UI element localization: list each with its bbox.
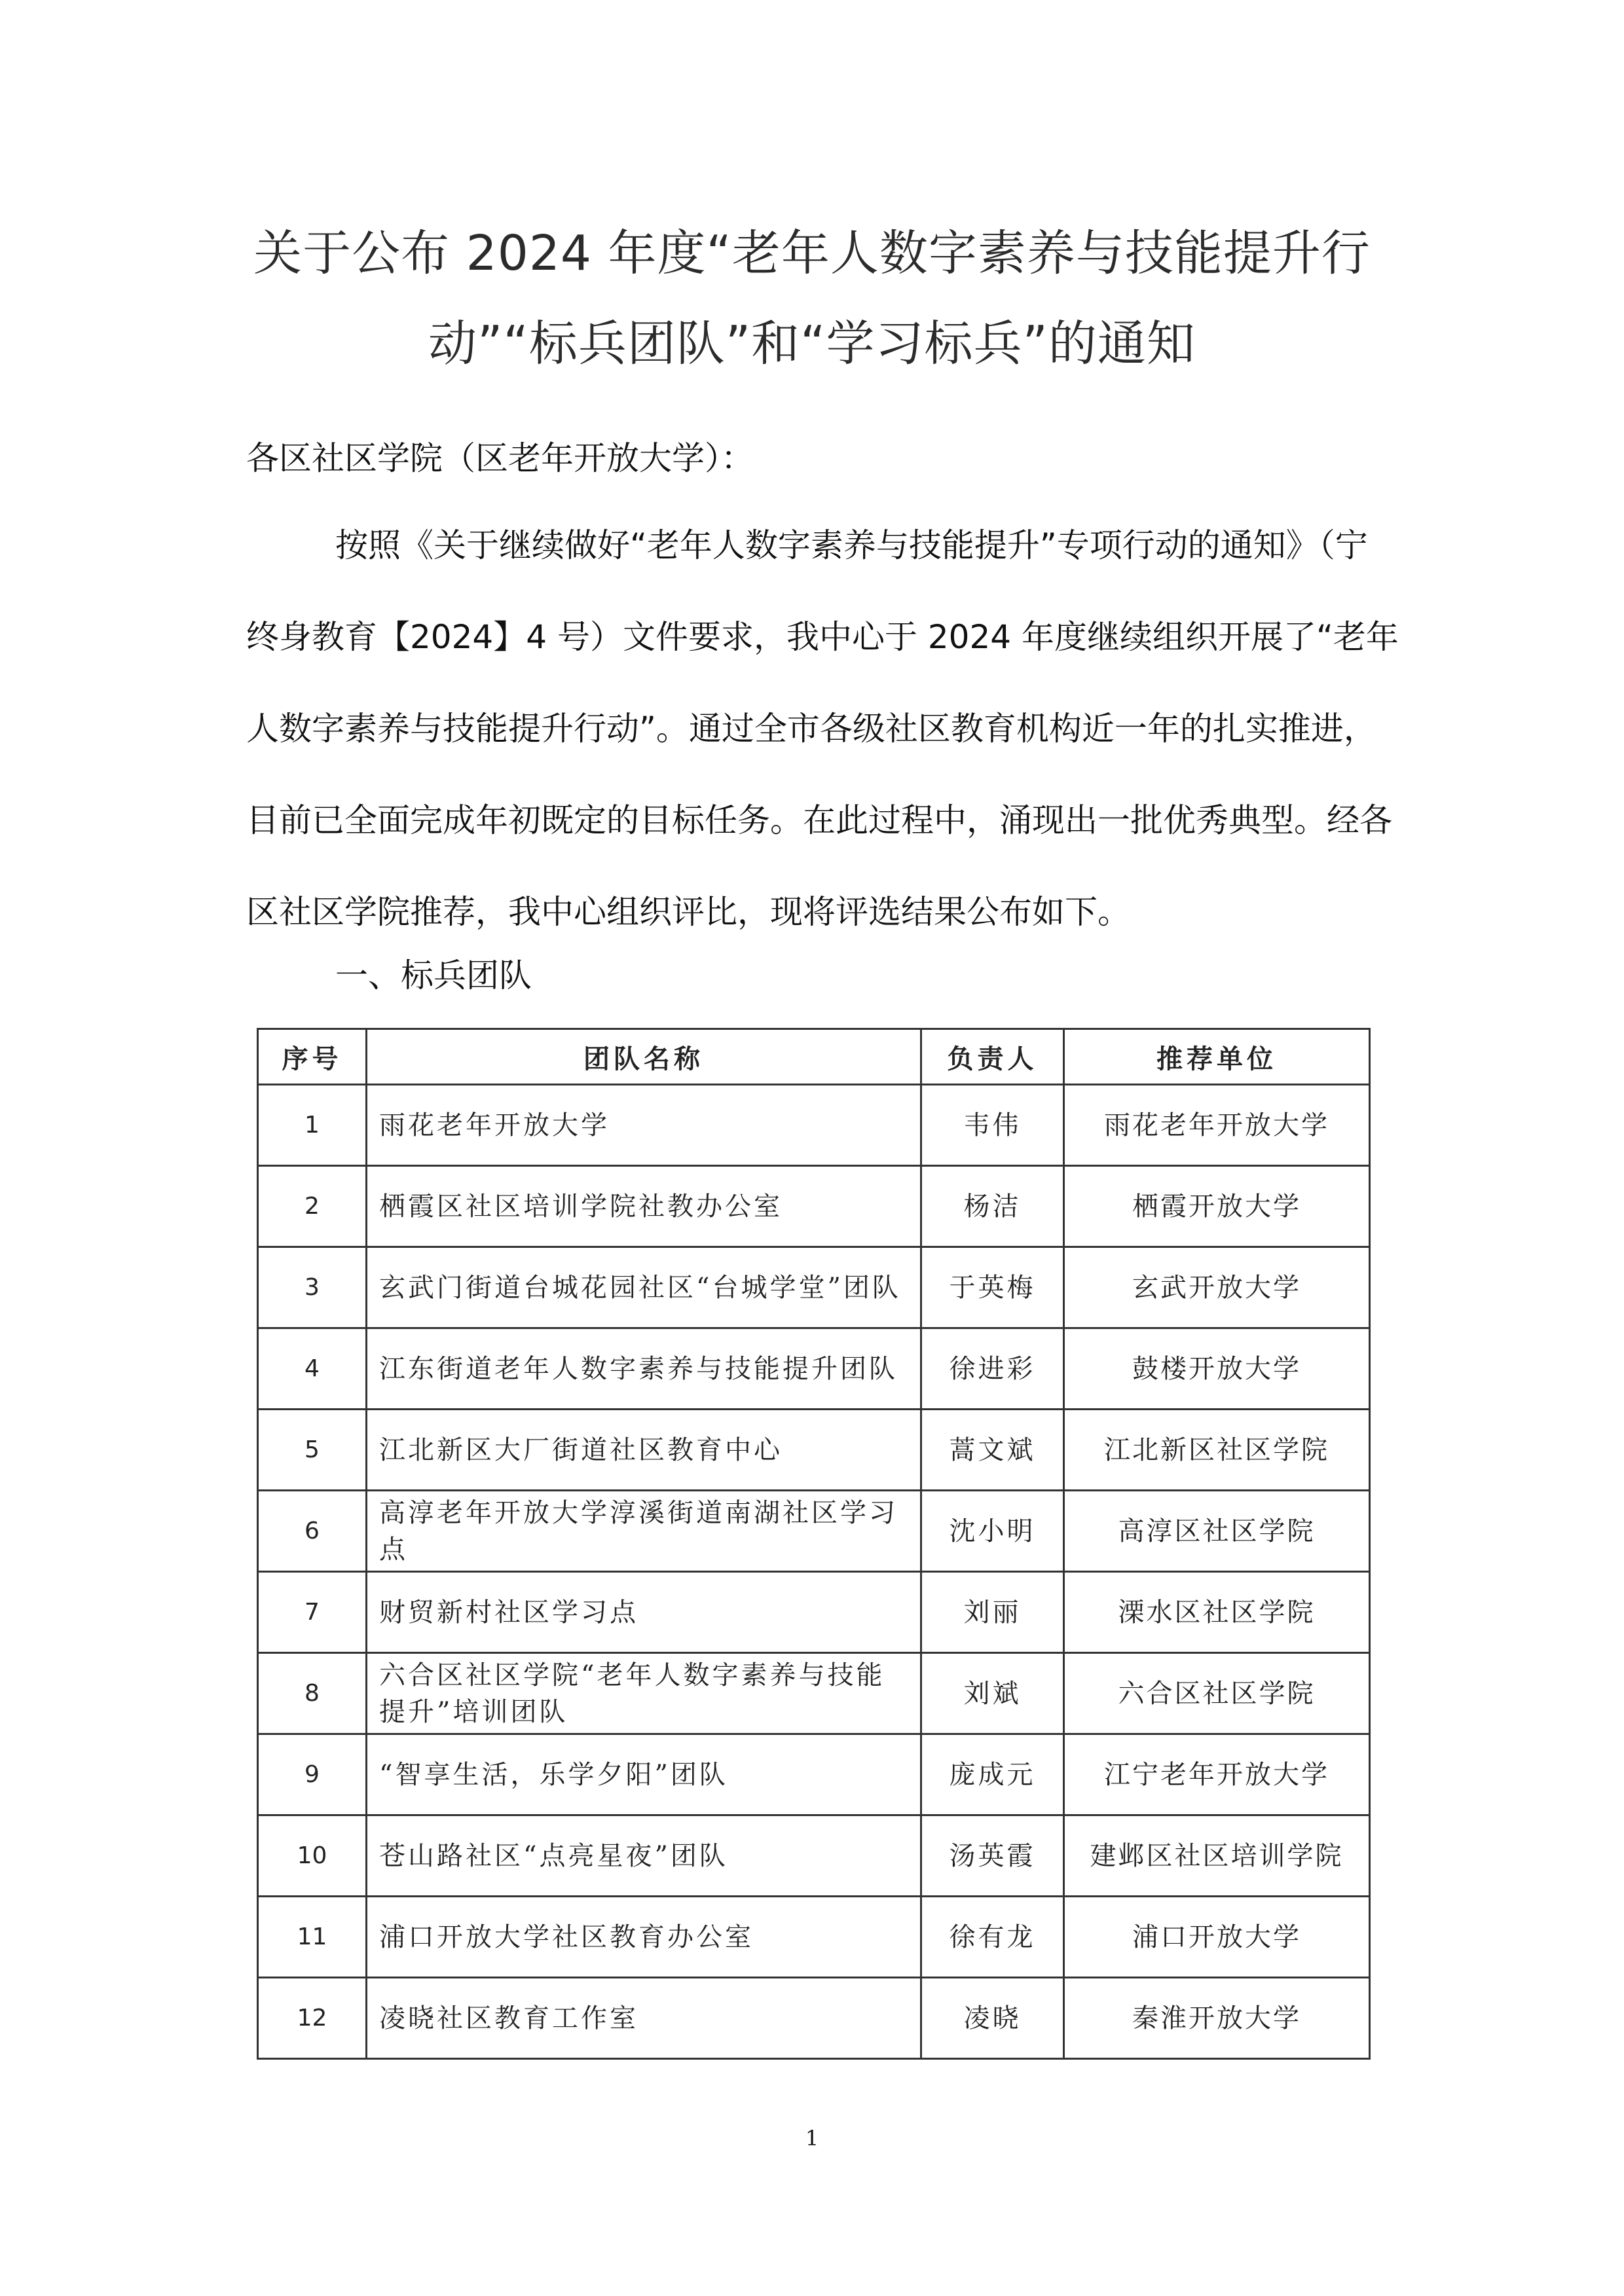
header-unit: 推荐单位 <box>1064 1029 1370 1085</box>
cell-team-name: 凌晓社区教育工作室 <box>367 1978 921 2059</box>
paragraph-line: 区社区学院推荐，我中心组织评比，现将评选结果公布如下。 <box>246 893 1130 931</box>
salutation: 各区社区学院（区老年开放大学）： <box>246 439 754 477</box>
cell-leader: 于英梅 <box>921 1247 1064 1328</box>
cell-no: 2 <box>258 1166 367 1247</box>
cell-leader: 徐进彩 <box>921 1328 1064 1410</box>
table-row <box>258 1897 1370 1978</box>
cell-leader: 徐有龙 <box>921 1897 1064 1978</box>
section-heading: 一、标兵团队 <box>335 957 532 994</box>
title-line-2: 动”“标兵团队”和“学习标兵”的通知 <box>428 316 1196 372</box>
cell-leader: 凌晓 <box>921 1978 1064 2059</box>
teams-table <box>257 1028 1371 2060</box>
table-row <box>258 1978 1370 2059</box>
cell-no: 8 <box>258 1653 367 1734</box>
header-leader: 负责人 <box>921 1029 1064 1085</box>
cell-leader: 刘斌 <box>921 1653 1064 1734</box>
table-row <box>258 1247 1370 1328</box>
cell-leader: 汤英霞 <box>921 1815 1064 1897</box>
cell-team-name: 高淳老年开放大学淳溪街道南湖社区学习点 <box>367 1491 921 1572</box>
cell-no: 12 <box>258 1978 367 2059</box>
table-row <box>258 1653 1370 1734</box>
paragraph-line: 人数字素养与技能提升行动”。通过全市各级社区教育机构近一年的扎实推进， <box>246 710 1376 748</box>
paragraph-line: 终身教育【2024】4 号）文件要求，我中心于 2024 年度继续组织开展了“老年 <box>246 618 1399 656</box>
cell-unit: 高淳区社区学院 <box>1064 1491 1370 1572</box>
cell-team-name: “智享生活，乐学夕阳”团队 <box>367 1734 921 1815</box>
cell-leader: 刘丽 <box>921 1572 1064 1653</box>
cell-unit: 建邺区社区培训学院 <box>1064 1815 1370 1897</box>
cell-no: 5 <box>258 1410 367 1491</box>
cell-no: 3 <box>258 1247 367 1328</box>
cell-no: 4 <box>258 1328 367 1410</box>
table-row <box>258 1491 1370 1572</box>
table-header-row <box>258 1029 1370 1085</box>
header-team-name: 团队名称 <box>367 1029 921 1085</box>
cell-unit: 浦口开放大学 <box>1064 1897 1370 1978</box>
page-number: 1 <box>805 2126 819 2151</box>
cell-no: 7 <box>258 1572 367 1653</box>
cell-team-name: 浦口开放大学社区教育办公室 <box>367 1897 921 1978</box>
document-title <box>236 208 1388 389</box>
cell-no: 6 <box>258 1491 367 1572</box>
cell-team-name: 财贸新村社区学习点 <box>367 1572 921 1653</box>
table-row <box>258 1328 1370 1410</box>
cell-team-name: 江北新区大厂街道社区教育中心 <box>367 1410 921 1491</box>
table-row <box>258 1734 1370 1815</box>
cell-leader: 杨洁 <box>921 1166 1064 1247</box>
cell-no: 11 <box>258 1897 367 1978</box>
cell-unit: 栖霞开放大学 <box>1064 1166 1370 1247</box>
table-row <box>258 1572 1370 1653</box>
title-line-1: 关于公布 2024 年度“老年人数字素养与技能提升行 <box>253 225 1371 282</box>
header-no: 序号 <box>258 1029 367 1085</box>
paragraph-line: 目前已全面完成年初既定的目标任务。在此过程中，涌现出一批优秀典型。经各 <box>246 801 1392 839</box>
table-row <box>258 1085 1370 1166</box>
cell-unit: 江宁老年开放大学 <box>1064 1734 1370 1815</box>
table-row <box>258 1410 1370 1491</box>
cell-team-name: 苍山路社区“点亮星夜”团队 <box>367 1815 921 1897</box>
cell-unit: 雨花老年开放大学 <box>1064 1085 1370 1166</box>
cell-team-name: 江东街道老年人数字素养与技能提升团队 <box>367 1328 921 1410</box>
table-row <box>258 1815 1370 1897</box>
cell-team-name: 玄武门街道台城花园社区“台城学堂”团队 <box>367 1247 921 1328</box>
cell-unit: 秦淮开放大学 <box>1064 1978 1370 2059</box>
cell-leader: 庞成元 <box>921 1734 1064 1815</box>
cell-unit: 玄武开放大学 <box>1064 1247 1370 1328</box>
body-paragraph <box>246 522 1399 981</box>
cell-leader: 韦伟 <box>921 1085 1064 1166</box>
cell-unit: 六合区社区学院 <box>1064 1653 1370 1734</box>
table-row <box>258 1166 1370 1247</box>
paragraph-line: 按照《关于继续做好“老年人数字素养与技能提升”专项行动的通知》（宁 <box>335 526 1368 564</box>
cell-unit: 溧水区社区学院 <box>1064 1572 1370 1653</box>
cell-unit: 鼓楼开放大学 <box>1064 1328 1370 1410</box>
cell-leader: 沈小明 <box>921 1491 1064 1572</box>
cell-team-name: 栖霞区社区培训学院社教办公室 <box>367 1166 921 1247</box>
cell-unit: 江北新区社区学院 <box>1064 1410 1370 1491</box>
cell-no: 9 <box>258 1734 367 1815</box>
cell-no: 1 <box>258 1085 367 1166</box>
cell-no: 10 <box>258 1815 367 1897</box>
cell-team-name: 雨花老年开放大学 <box>367 1085 921 1166</box>
cell-leader: 蒿文斌 <box>921 1410 1064 1491</box>
cell-team-name: 六合区社区学院“老年人数字素养与技能提升”培训团队 <box>367 1653 921 1734</box>
